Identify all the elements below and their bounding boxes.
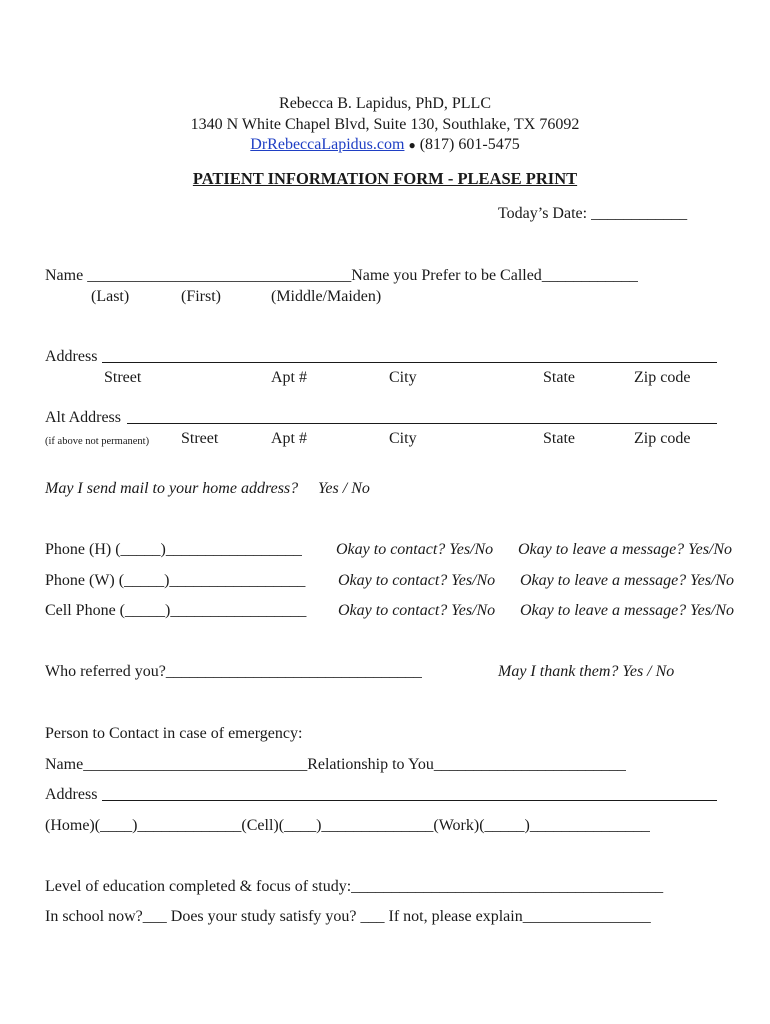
address-label: Address — [45, 348, 98, 365]
address-sub-apt: Apt # — [271, 369, 307, 386]
contact-line — [0, 135, 770, 155]
emergency-home-field[interactable]: (Home)(____)_____________ — [45, 817, 242, 834]
phone-home-field[interactable]: Phone (H) (_____)_________________ — [45, 541, 302, 558]
school-explain-blank[interactable]: ________________ — [522, 908, 651, 925]
phone-work-field[interactable]: Phone (W) (_____)_________________ — [45, 572, 306, 589]
education-blank[interactable]: _______________________________________ — [351, 878, 664, 895]
name-label: Name — [45, 267, 88, 284]
mail-question: May I send mail to your home address? — [45, 480, 299, 497]
address-sub-zip: Zip code — [634, 369, 691, 386]
education-label: Level of education completed & focus of study: — [45, 878, 352, 895]
preferred-name-blank[interactable]: ____________ — [541, 267, 638, 284]
address-sub-street: Street — [104, 369, 142, 386]
emergency-name-row — [45, 755, 626, 775]
alt-address-note: (if above not permanent) — [45, 436, 150, 447]
alt-address-sub-state: State — [543, 430, 575, 447]
alt-address-sub-street: Street — [181, 430, 219, 447]
alt-address-sub-zip: Zip code — [634, 430, 691, 447]
practice-address: 1340 N White Chapel Blvd, Suite 130, Southlake, TX 76092 — [190, 116, 580, 133]
emergency-cell-field[interactable]: (Cell)(____)______________ — [241, 817, 434, 834]
school-row — [45, 907, 651, 927]
address-blank[interactable] — [102, 362, 717, 363]
name-sub-last: (Last) — [91, 288, 130, 305]
address-sub-state: State — [543, 369, 575, 386]
referral-label: Who referred you? — [45, 663, 166, 680]
alt-address-sub-city: City — [389, 430, 417, 447]
preferred-name-label: Name you Prefer to be Called — [351, 267, 542, 284]
emergency-address-blank[interactable] — [102, 800, 717, 801]
phone-home-contact[interactable]: Okay to contact? Yes/No — [336, 541, 494, 558]
address-sub-city: City — [389, 369, 417, 386]
emergency-heading: Person to Contact in case of emergency: — [45, 725, 303, 742]
phone-work-contact[interactable]: Okay to contact? Yes/No — [338, 572, 496, 589]
phone-work-message[interactable]: Okay to leave a message? Yes/No — [520, 572, 735, 589]
phone-home-message[interactable]: Okay to leave a message? Yes/No — [518, 541, 733, 558]
emergency-relationship-label: Relationship to You — [307, 756, 434, 773]
phone-cell-contact[interactable]: Okay to contact? Yes/No — [338, 602, 496, 619]
emergency-address-label: Address — [45, 786, 98, 803]
name-sub-first: (First) — [181, 288, 221, 305]
form-title: PATIENT INFORMATION FORM - PLEASE PRINT — [192, 169, 578, 188]
website-link[interactable]: DrRebeccaLapidus.com — [250, 136, 405, 153]
phone-cell-message[interactable]: Okay to leave a message? Yes/No — [520, 602, 735, 619]
phone-cell-field[interactable]: Cell Phone (_____)_________________ — [45, 602, 307, 619]
referral-thank[interactable]: May I thank them? Yes / No — [498, 663, 675, 680]
todays-date-field — [498, 204, 687, 224]
name-blank[interactable]: _________________________________ — [87, 267, 352, 284]
practice-name: Rebecca B. Lapidus, PhD, PLLC — [279, 95, 491, 112]
emergency-phone-row — [45, 816, 650, 836]
emergency-relationship-blank[interactable]: ________________________ — [433, 756, 626, 773]
referral-row — [45, 662, 422, 682]
referral-blank[interactable]: ________________________________ — [165, 663, 422, 680]
education-row — [45, 877, 663, 897]
emergency-name-label: Name — [45, 756, 84, 773]
todays-date-blank[interactable]: ____________ — [591, 205, 688, 222]
name-sub-middle: (Middle/Maiden) — [271, 288, 382, 305]
name-row — [45, 266, 638, 286]
mail-options[interactable]: Yes / No — [318, 480, 370, 497]
school-question[interactable]: In school now?___ Does your study satisfy you? ___ If not, please explain — [45, 908, 523, 925]
alt-address-blank[interactable] — [127, 423, 717, 424]
alt-address-sub-apt: Apt # — [271, 430, 307, 447]
alt-address-label: Alt Address — [45, 409, 121, 426]
emergency-work-field[interactable]: (Work)(_____)_______________ — [433, 817, 650, 834]
emergency-name-blank[interactable]: ____________________________ — [83, 756, 308, 773]
practice-phone: (817) 601-5475 — [419, 136, 520, 153]
todays-date-label: Today’s Date: — [498, 205, 592, 222]
bullet-separator: ● — [408, 138, 416, 152]
